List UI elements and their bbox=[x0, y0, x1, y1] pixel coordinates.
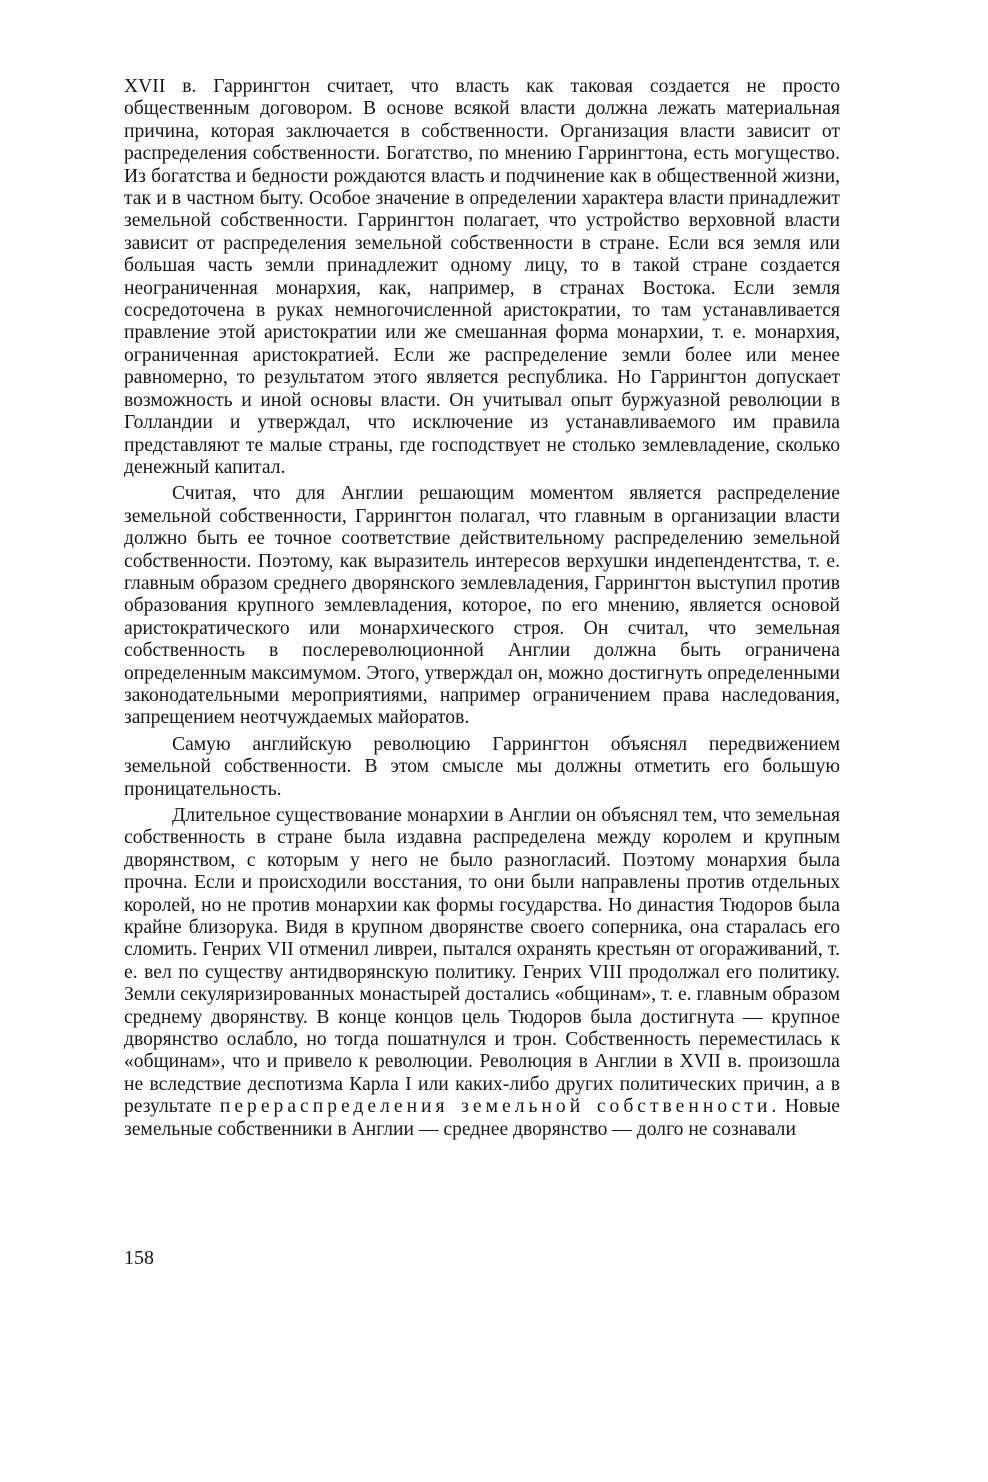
page-number: 158 bbox=[124, 1247, 154, 1269]
page-body bbox=[124, 76, 840, 1141]
paragraph-4-text-before: Длительное существование монархии в Англии он объяснял тем, что земельная собственность в стране была издавна распределена между королем и крупным дворянством, с которым у него не было разногласий. Поэтому монархия была прочна. Если и происходили восстания, то они были направлены против отдельных королей, но не против монархии как формы государства. Но династия Тюдоров была крайне близорука. Видя в крупном дворянстве своего соперника, она старалась его сломить. Генрих VII отменил ливреи, пытался охранять крестьян от огораживаний, т. е. вел по существу антидворянскую политику. Генрих VIII продолжал его политику. Земли секуляризированных монастырей достались «общинам», т. е. главным образом среднему дворянству. В конце концов цель Тюдоров была достигнута — крупное дворянство ослабло, но тогда пошатнулся и трон. Собственность переместилась к «общинам», что и привело к революции. Революция в Англии в XVII в. произошла не вследствие деспотизма Карла I или каких-либо других политических причин, а в результате bbox=[124, 805, 840, 1118]
paragraph-4-text-after: . Новые земельные собственники в Англии — среднее дворянство — долго не сознавали bbox=[124, 1096, 840, 1140]
paragraph-4-emphasis: перераспределения земельной собственности bbox=[219, 1096, 772, 1118]
paragraph-1: XVII в. Гаррингтон считает, что власть как таковая создается не просто общественным договором. В основе всякой власти должна лежать материальная причина, которая заключается в собственности. Организация власти зависит от распределения собственности. Богатство, по мнению Гаррингтона, есть могущество. Из богатства и бедности рождаются власть и подчинение как в общественной жизни, так и в частном быту. Особое значение в определении характера власти принадлежит земельной собственности. Гаррингтон полагает, что устройство верховной власти зависит от распределения земельной собственности в стране. Если вся земля или большая часть земли принадлежит одному лицу, то в такой стране создается неограниченная монархия, как, например, в странах Востока. Если земля сосредоточена в руках немногочисленной аристократии, то там устанавливается правление этой аристократии или же смешанная форма монархии, т. е. монархия, ограниченная аристократией. Если же распределение земли более или менее равномерно, то результатом этого является республика. Но Гаррингтон допускает возможность и иной основы власти. Он учитывал опыт буржуазной революции в Голландии и утверждал, что исключение из устанавливаемого им правила представляют те малые страны, где господствует не столько землевладение, сколько денежный капитал. bbox=[124, 76, 840, 478]
paragraph-4 bbox=[124, 805, 840, 1141]
paragraph-2: Считая, что для Англии решающим моментом является распределение земельной собственности, Гаррингтон полагал, что главным в организации власти должно быть ее точное соответствие действительному распределению земельной собственности. Поэтому, как выразитель интересов верхушки индепендентства, т. е. главным образом среднего дворянского землевладения, Гаррингтон выступил против образования крупного землевладения, которое, по его мнению, является основой аристократического или монархического строя. Он считал, что земельная собственность в послереволюционной Англии должна быть ограничена определенным максимумом. Этого, утверждал он, можно достигнуть определенными законодательными мероприятиями, например ограничением права наследования, запрещением неотчуждаемых майоратов. bbox=[124, 483, 840, 729]
paragraph-3: Самую английскую революцию Гаррингтон объяснял передвижением земельной собственности. В этом смысле мы должны отметить его большую проницательность. bbox=[124, 733, 840, 800]
